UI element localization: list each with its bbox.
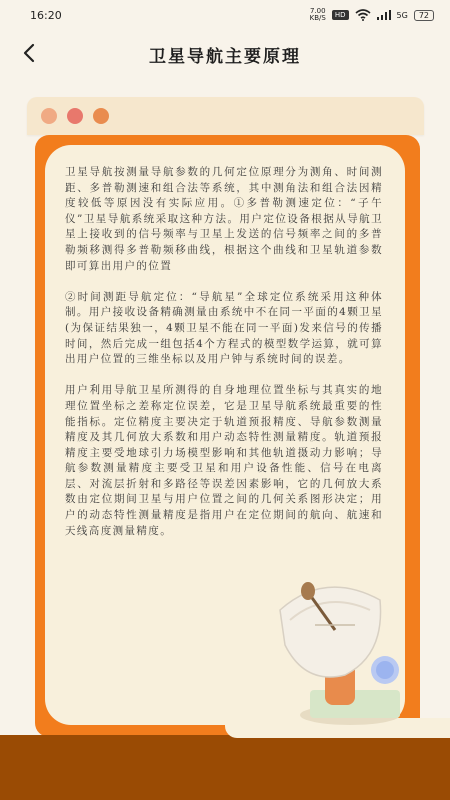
header	[0, 30, 450, 78]
page-title: 卫星导航主要原理	[149, 47, 301, 67]
window-dot-3	[93, 108, 109, 124]
status-bar	[0, 0, 450, 30]
satellite-dish-icon	[265, 565, 425, 735]
status-time: 16:20	[30, 8, 62, 22]
signal-label: 5G	[396, 10, 408, 20]
hd-badge: HD	[332, 10, 349, 20]
article-paragraph-3: 用户利用导航卫星所测得的自身地理位置坐标与其真实的地理位置坐标之差称定位误差，它是卫星导航系统最重要的性能指标。定位精度主要决定于轨道预报精度、导航参数测量精度及其几何放大系数和用户动态特性测量精度。轨道预报精度主要受地球引力场模型影响和其他轨道摄动力影响；导航参数测量精度主要受卫星和用户设备性能、信号在电离层、对流层折射和多路径等误差因素影响，它的几何放大系数由定位期间卫星与用户位置之间的几何关系图形决定；用户的动态特性测量精度是指用户在定位期间的航向、航速和天线高度测量精度。	[65, 384, 383, 537]
battery-indicator: 72	[414, 10, 434, 21]
window-dot-1	[41, 108, 57, 124]
article-paragraph-1: 卫星导航按测量导航参数的几何定位原理分为测角、时间测距、多普勒测速和组合法等系统，其中测角法和组合法因精度较低等原因没有实际应用。①多普勒测速定位：“子午仪”卫星导航系统采取这种方法。用户定位设备根据从导航卫星上接收到的信号频率与卫星上发送的信号频率之间的多普勒频移测得多普勒频移曲线，根据这个曲线和卫星轨道参数即可算出用户的位置	[65, 166, 383, 272]
signal-icon	[377, 10, 391, 20]
wifi-icon	[355, 9, 371, 21]
network-speed: 7.00 KB/S	[309, 7, 326, 22]
bottom-bar	[0, 735, 450, 800]
article-paragraph-2: ②时间测距导航定位：“导航星”全球定位系统采用这种体制。用户接收设备精确测量由系统中不在同一平面的4颗卫星(为保证结果独一，4颗卫星不能在同一平面)发来信号的传播时间，然后完成一组包括4个方程式的模型数学运算，就可算出用户位置的三维坐标以及用户钟与系统时间的误差。	[65, 290, 383, 366]
article-content	[65, 165, 383, 555]
window-dot-2	[67, 108, 83, 124]
status-icons	[310, 8, 434, 22]
window-title-bar	[27, 97, 424, 135]
